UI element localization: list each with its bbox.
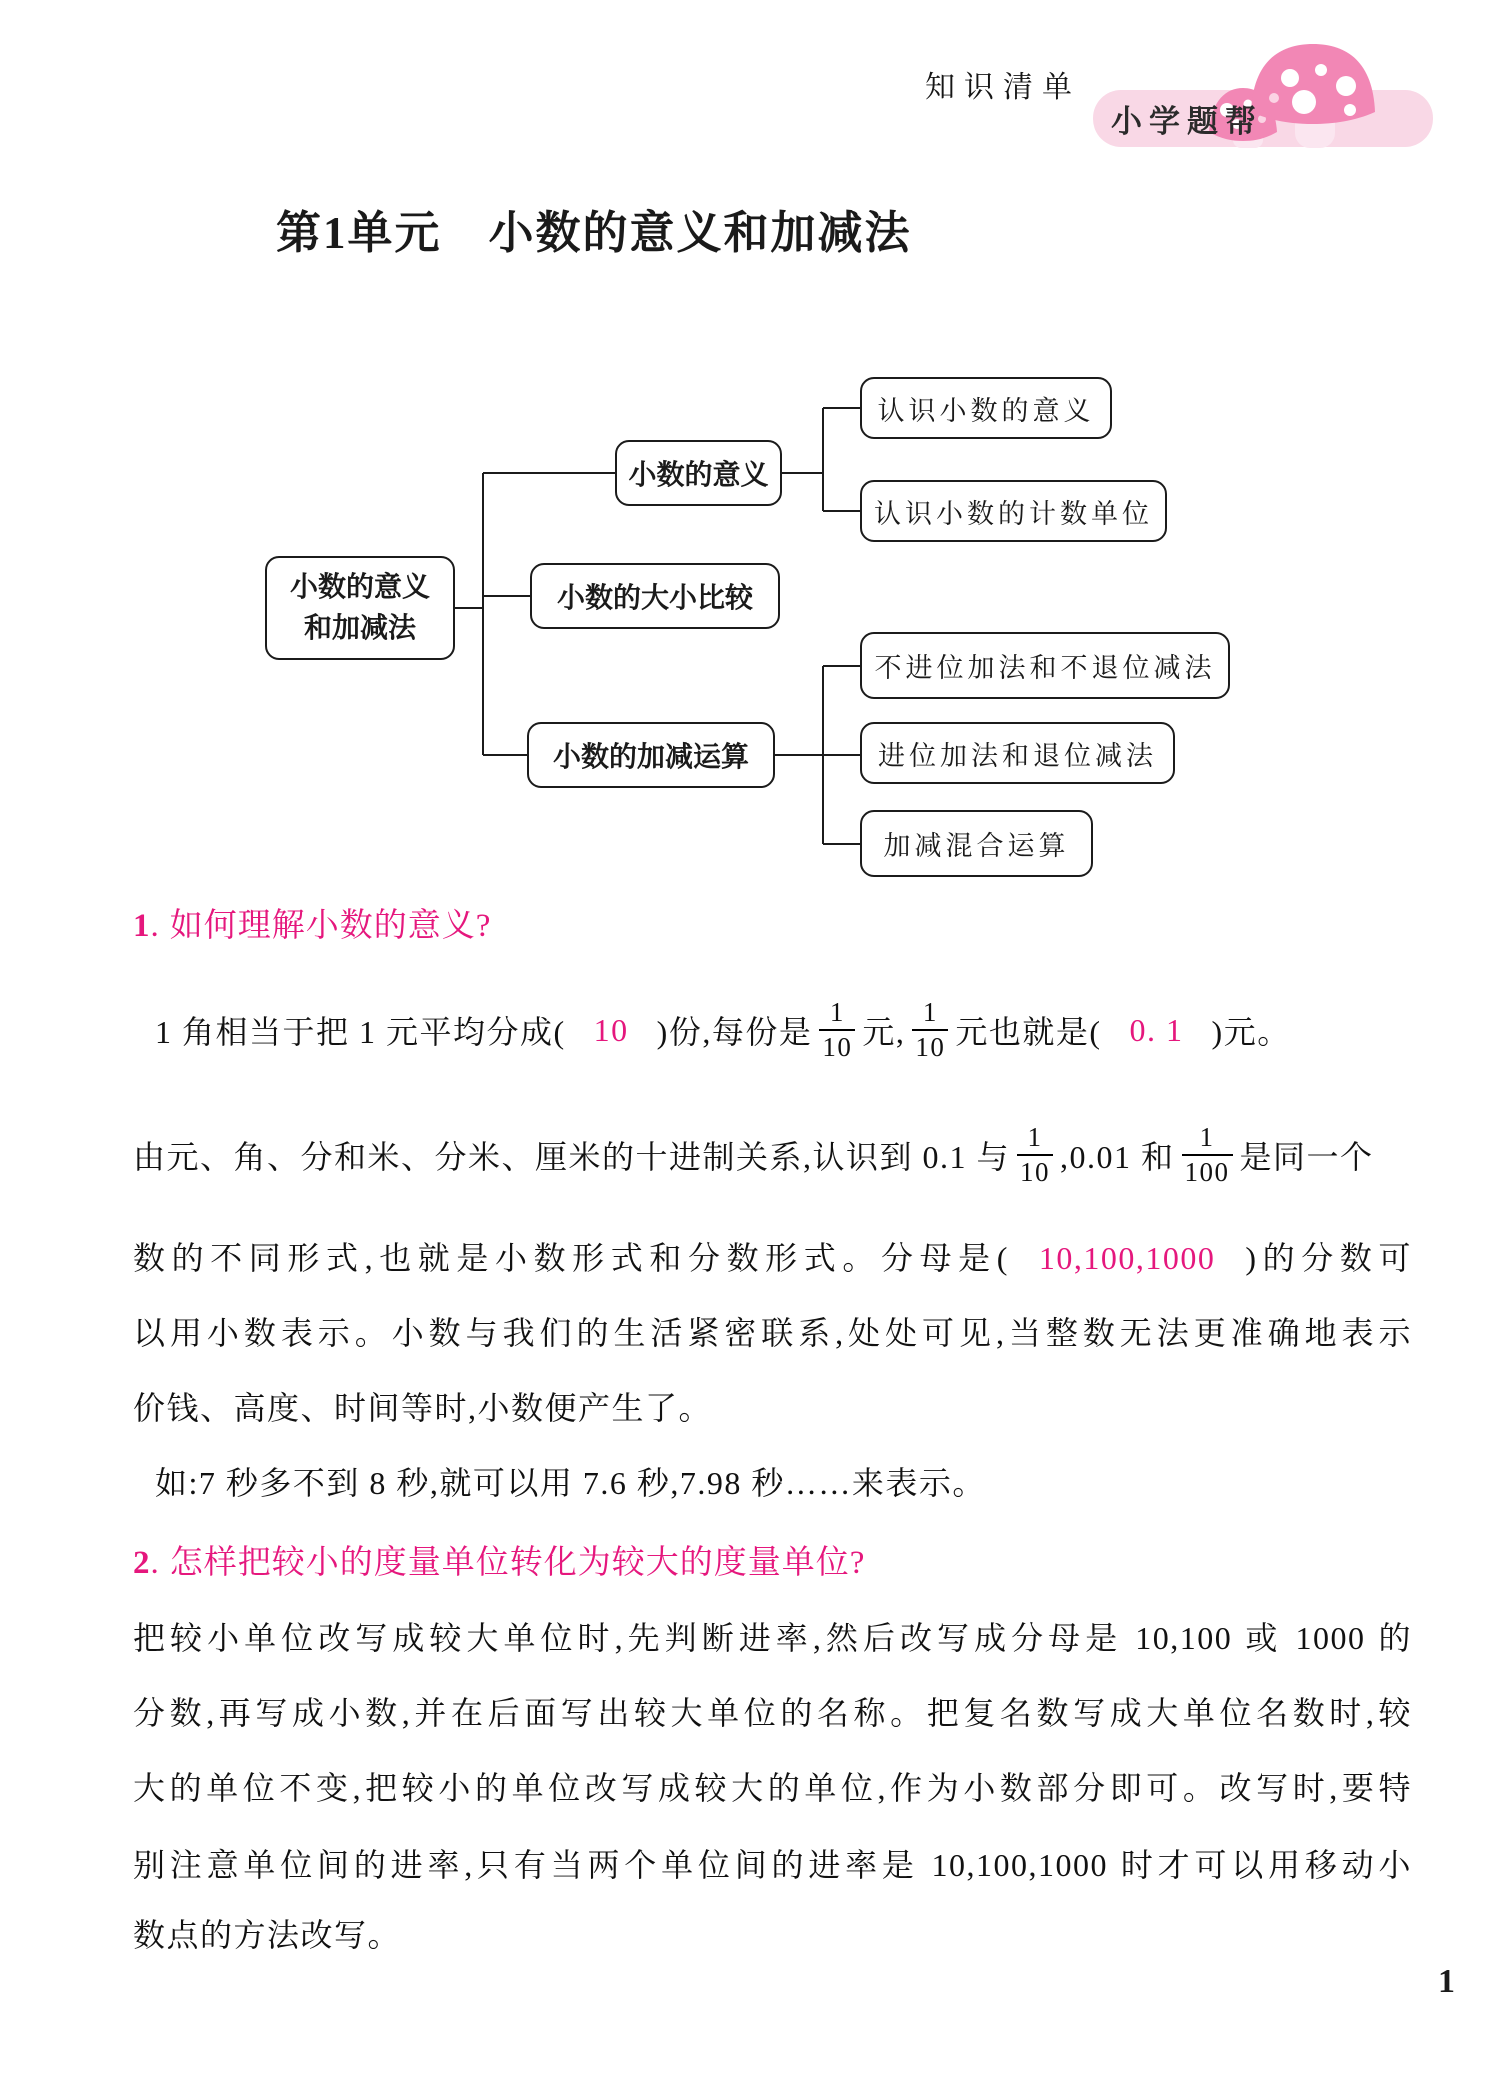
question-2-heading [133,1540,1412,1586]
answer-line: 分数,再写成小数,并在后面写出较大单位的名称。把复名数写成大单位名数时,较 [133,1695,1412,1731]
answer-text: 1 角相当于把 1 元平均分成( [155,1014,566,1050]
leaf-label: 不进位加法和不退位减法 [874,653,1216,683]
answer-text: )的分数可 [1245,1240,1412,1276]
answer-blank: 10 [593,1011,629,1048]
fraction-denominator: 10 [819,1029,855,1061]
answer-line [133,980,1412,1080]
page-number: 1 [1438,1963,1455,2000]
diagram-branch-operations [527,722,775,788]
fraction [1182,1124,1233,1186]
root-line2: 和加减法 [303,613,416,644]
answer-blank: 10,100,1000 [1038,1240,1216,1276]
diagram-leaf-counting-unit [860,480,1167,542]
diagram-leaf-mixed [860,810,1093,877]
answer-line: 大的单位不变,把较小的单位改写成较大的单位,作为小数部分即可。改写时,要特 [133,1770,1412,1806]
fraction [819,999,855,1061]
question-number: 2 [133,1545,151,1581]
answer-text: )元。 [1211,1014,1291,1050]
answer-line [133,1105,1412,1205]
fraction [1017,1124,1053,1186]
fraction [912,999,948,1061]
question-text: 如何理解小数的意义? [169,908,492,944]
question-number: 1 [133,908,151,944]
answer-text: 元也就是( [955,1014,1102,1050]
diagram-branch-meaning [615,440,782,506]
page-title: 第1单元 小数的意义和加减法 [276,208,912,258]
answer-text: 数的不同形式,也就是小数形式和分数形式。分母是( [133,1240,1009,1276]
diagram-leaf-no-carry [860,632,1230,699]
leaf-label: 认识小数的意义 [877,395,1095,426]
answer-line: 价钱、高度、时间等时,小数便产生了。 [133,1390,713,1426]
fraction-denominator: 10 [1017,1154,1053,1186]
answer-line: 以用小数表示。小数与我们的生活紧密联系,处处可见,当整数无法更准确地表示 [133,1315,1412,1351]
answer-text: 元, [862,1014,906,1050]
answer-text: ,0.01 和 [1060,1139,1175,1175]
section-label: 知识清单 [925,71,1081,104]
diagram-leaf-carry [860,722,1175,784]
answer-text: 由元、角、分和米、分米、厘米的十进制关系,认识到 0.1 与 [133,1139,1011,1175]
answer-line: 别注意单位间的进率,只有当两个单位间的进率是 10,100,1000 时才可以用移动小 [133,1847,1412,1883]
answer-blank: 0. 1 [1129,1011,1184,1048]
diagram-leaf-meaning [860,377,1112,439]
question-1-heading [133,903,1412,949]
leaf-label: 进位加法和退位减法 [878,740,1157,771]
diagram-branch-compare [530,563,780,629]
answer-text: 是同一个 [1239,1139,1374,1175]
branch-label: 小数的加减运算 [552,742,749,773]
leaf-label: 加减混合运算 [883,831,1070,861]
root-line1: 小数的意义 [289,572,430,603]
leaf-label: 认识小数的计数单位 [874,498,1153,529]
answer-line: 把较小单位改写成较大单位时,先判断进率,然后改写成分母是 10,100 或 1000 的 [133,1620,1412,1656]
fraction-numerator: 1 [1027,1122,1043,1152]
fraction-numerator: 1 [922,997,938,1027]
question-separator: . [150,1545,160,1581]
fraction-denominator: 10 [912,1029,948,1061]
question-text: 怎样把较小的度量单位转化为较大的度量单位? [169,1545,866,1581]
diagram-root-box [265,556,455,660]
brand-badge [1085,28,1506,178]
answer-line: 如:7 秒多不到 8 秒,就可以用 7.6 秒,7.98 秒……来表示。 [155,1465,986,1501]
branch-label: 小数的大小比较 [556,583,753,614]
branch-label: 小数的意义 [628,460,769,491]
answer-line: 数点的方法改写。 [133,1917,402,1953]
badge-label: 小学题帮 [1111,104,1263,139]
fraction-denominator: 100 [1182,1154,1233,1186]
answer-line [133,1236,1412,1281]
fraction-numerator: 1 [1199,1122,1215,1152]
question-separator: . [150,908,160,944]
answer-text: )份,每份是 [656,1014,813,1050]
fraction-numerator: 1 [829,997,845,1027]
knowledge-map-diagram [0,280,1506,900]
